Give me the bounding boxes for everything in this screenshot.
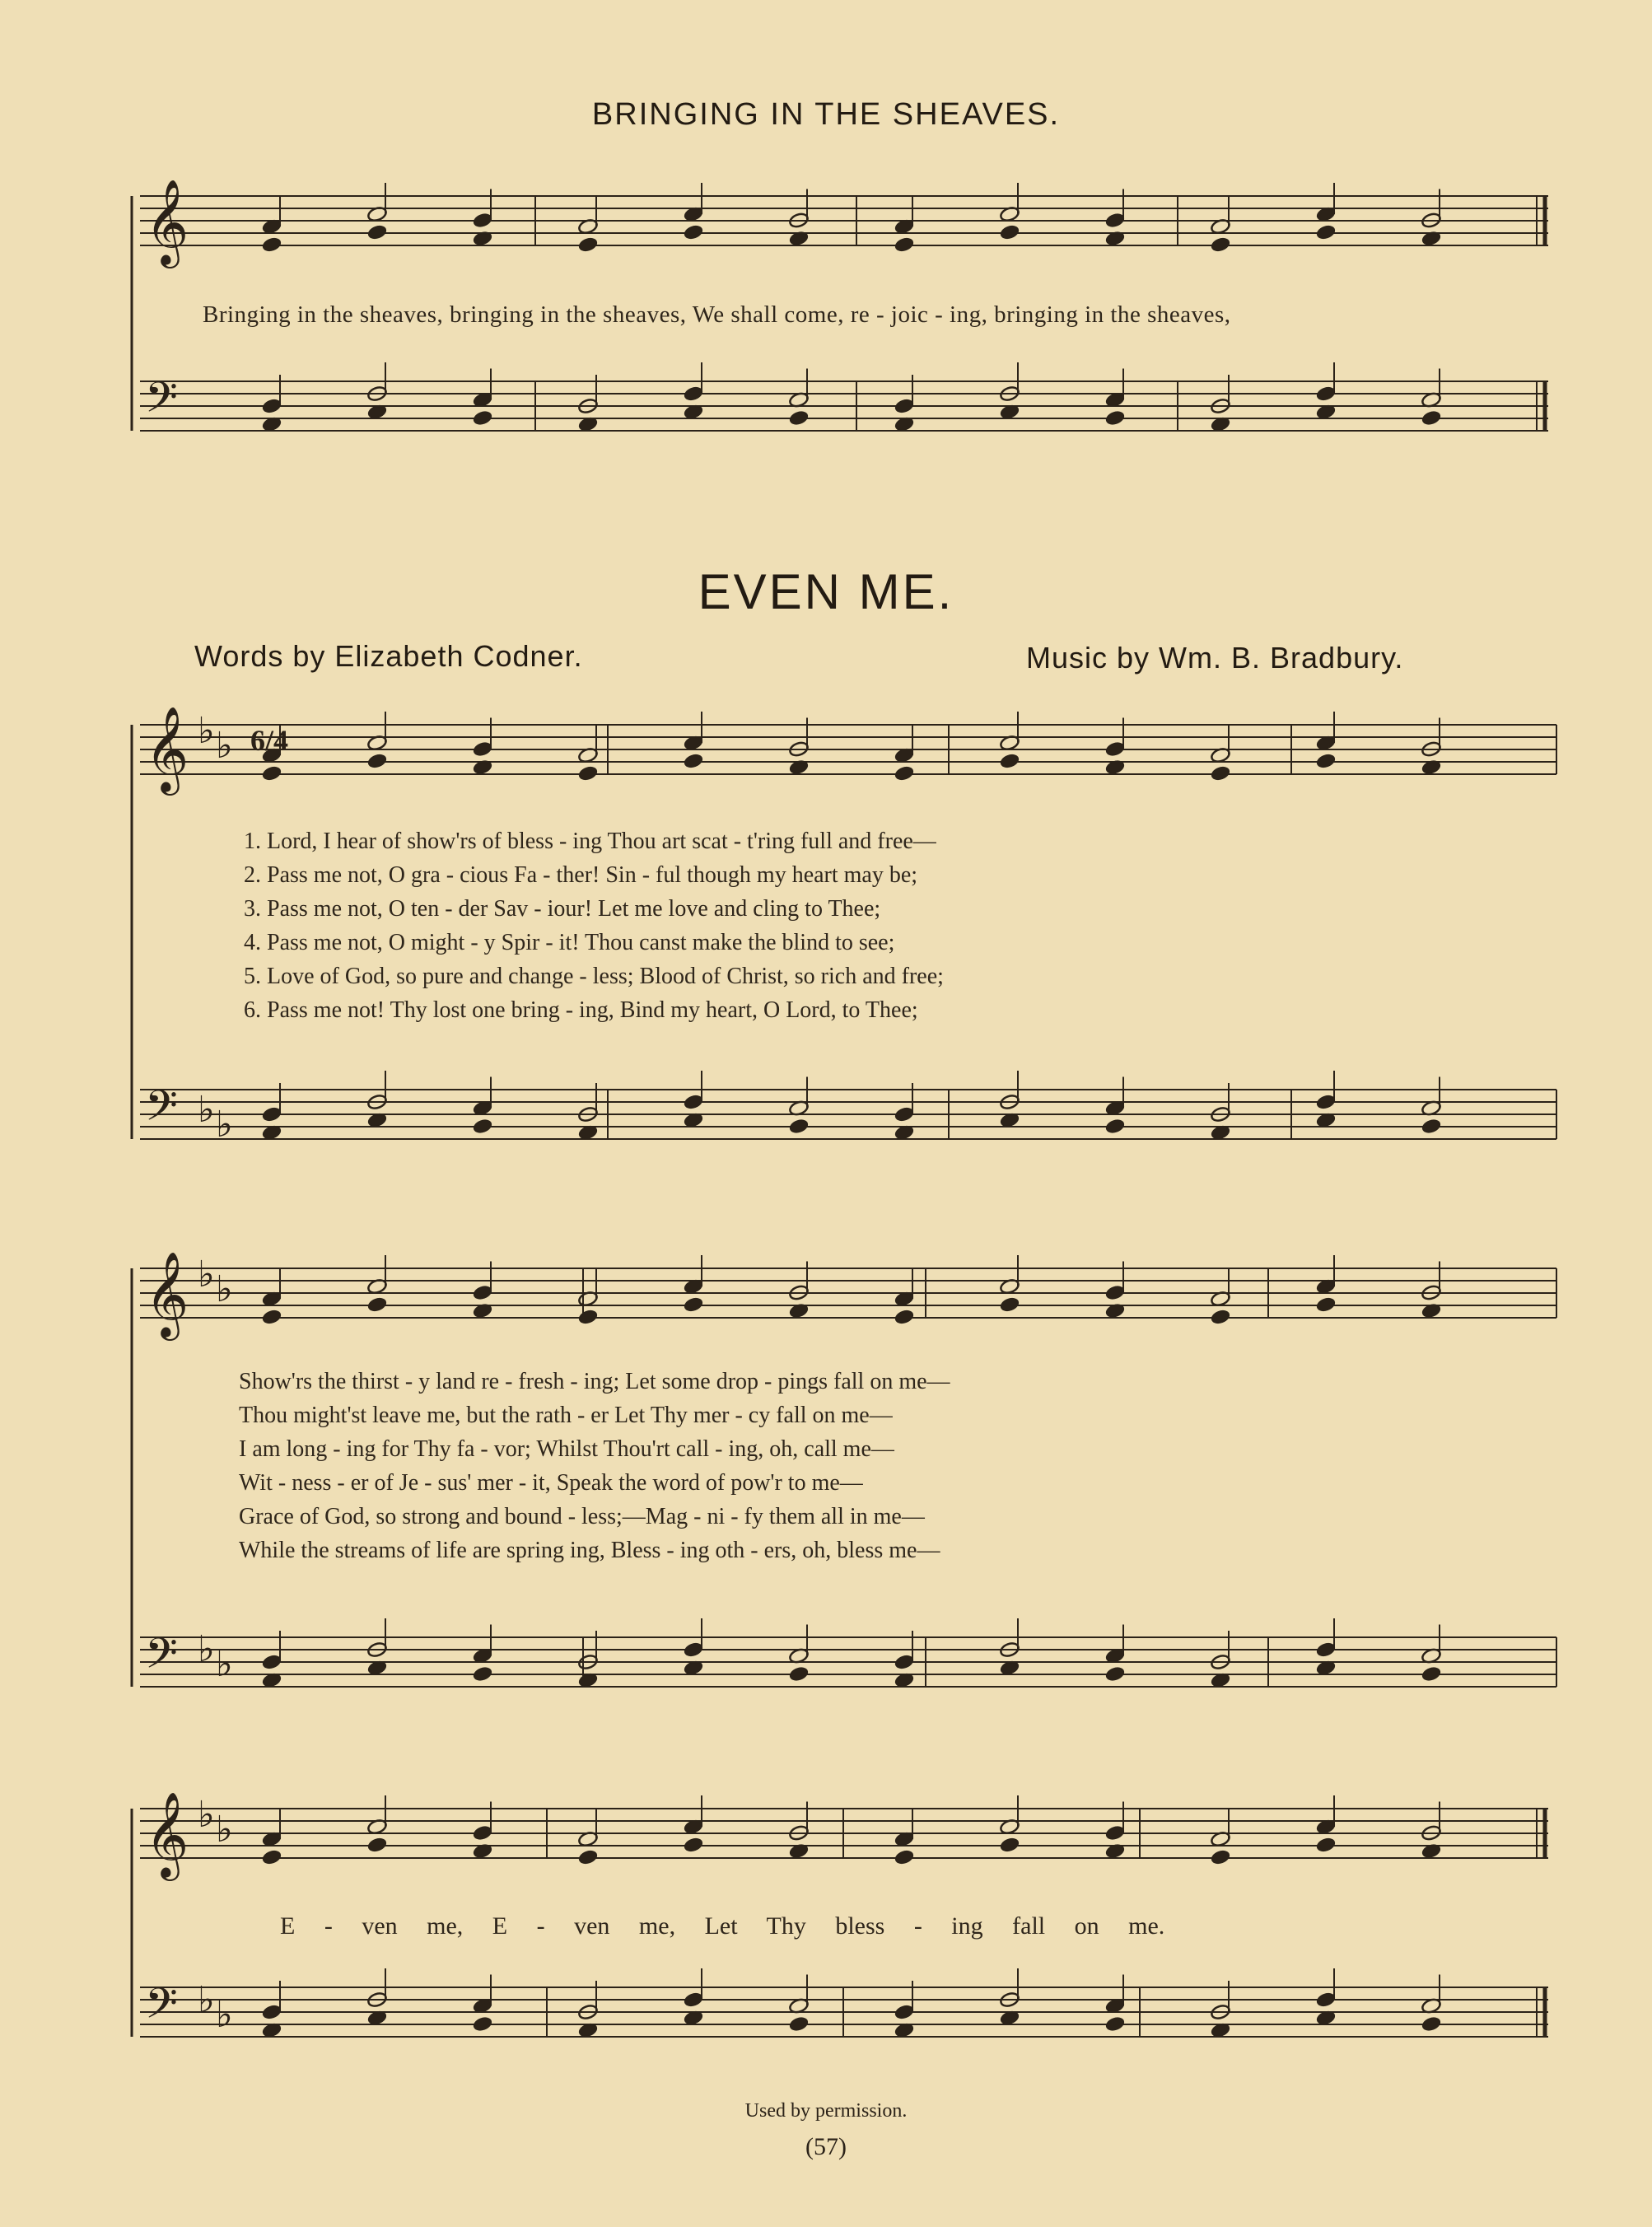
verse-6-line-2: While the streams of life are spring ing, Bless - ing oth - ers, oh, bless me— (239, 1538, 940, 1563)
verse-2-line-2: Thou might'st leave me, but the rath - er Let Thy mer - cy fall on me— (239, 1403, 893, 1428)
note-head (1210, 1849, 1230, 1866)
note-head (261, 1849, 282, 1866)
note-head (472, 409, 492, 427)
note-head (366, 1837, 387, 1854)
bass-clef-icon: 𝄢 (145, 372, 178, 432)
music-credit: Music by Wm. B. Bradbury. (1026, 641, 1404, 675)
sheaves-lyric-line: Bringing in the sheaves, bringing in the sheaves, We shall come, re - joic - ing, bringing in the sheaves, (203, 301, 1231, 328)
treble-clef-icon: 𝄞 (145, 1791, 189, 1878)
note-head (894, 398, 914, 415)
note-head (472, 1824, 492, 1842)
verse-5-line-1: 5. Love of God, so pure and change - less; Blood of Christ, so rich and free; (244, 964, 944, 989)
verse-1-line-2: Show'rs the thirst - y land re - fresh - ing; Let some drop - pings fall on me— (239, 1369, 950, 1394)
note-head (1421, 2015, 1441, 2033)
note-head (1104, 1284, 1125, 1301)
note-head (577, 1309, 598, 1326)
note-head (261, 1106, 282, 1123)
note-head (472, 212, 492, 229)
staff-even-me-2-treble (140, 1268, 1556, 1318)
refrain-lyric: E - ven me, E - ven me, Let Thy bless - ing fall on me. (280, 1912, 1165, 1940)
note-head (472, 740, 492, 758)
note-head (1421, 1665, 1441, 1683)
note-head (1421, 1118, 1441, 1135)
staff-sheaves-treble (140, 196, 1548, 245)
flat-icon: ♭ (198, 1254, 215, 1296)
treble-clef-icon: 𝄞 (145, 179, 189, 265)
note-head (683, 1296, 703, 1314)
song-title-bringing-in-the-sheaves: BRINGING IN THE SHEAVES. (591, 97, 1061, 132)
note-head (261, 2004, 282, 2021)
note-head (894, 765, 914, 782)
note-head (1104, 1665, 1125, 1683)
note-head (1315, 1991, 1336, 2009)
note-head (788, 409, 809, 427)
flat-icon: ♭ (198, 1628, 215, 1670)
note-head (1104, 409, 1125, 427)
note-head (788, 1665, 809, 1683)
flat-icon: ♭ (216, 1809, 233, 1851)
note-head (683, 1837, 703, 1854)
verse-6-line-1: 6. Pass me not! Thy lost one bring - ing, Bind my heart, O Lord, to Thee; (244, 997, 918, 1023)
verse-1-line-1: 1. Lord, I hear of show'rs of bless - ing Thou art scat - t'ring full and free— (244, 829, 936, 854)
note-head (1421, 409, 1441, 427)
flat-icon: ♭ (198, 1089, 215, 1131)
flat-icon: ♭ (198, 1794, 215, 1836)
note-head (788, 1118, 809, 1135)
note-head (999, 753, 1020, 770)
note-head (1104, 740, 1125, 758)
note-head (366, 1296, 387, 1314)
note-head (999, 1837, 1020, 1854)
note-head (1104, 212, 1125, 229)
note-head (999, 1296, 1020, 1314)
verse-2-line-1: 2. Pass me not, O gra - cious Fa - ther! Sin - ful though my heart may be; (244, 862, 918, 888)
note-head (788, 2015, 809, 2033)
page-number: (57) (805, 2133, 847, 2160)
note-head (1315, 385, 1336, 403)
time-signature: 6/4 (250, 724, 289, 757)
note-head (894, 2004, 914, 2021)
note-head (683, 1991, 703, 2009)
note-head (261, 398, 282, 415)
note-head (261, 765, 282, 782)
note-head (1315, 1296, 1336, 1314)
note-head (472, 1665, 492, 1683)
note-head (261, 236, 282, 254)
words-credit: Words by Elizabeth Codner. (194, 639, 583, 673)
note-head (683, 224, 703, 241)
note-head (894, 1849, 914, 1866)
note-head (683, 1094, 703, 1111)
verse-5-line-2: Grace of God, so strong and bound - less;—Mag - ni - fy them all in me— (239, 1504, 925, 1529)
note-head (577, 1849, 598, 1866)
verse-4-line-2: Wit - ness - er of Je - sus' mer - it, Speak the word of pow'r to me— (239, 1470, 863, 1496)
note-head (577, 236, 598, 254)
treble-clef-icon: 𝄞 (145, 706, 189, 792)
note-head (1210, 1309, 1230, 1326)
flat-icon: ♭ (216, 1994, 233, 2036)
staff-even-me-1-bass (140, 1090, 1556, 1139)
note-head (1315, 1641, 1336, 1659)
note-head (472, 1284, 492, 1301)
flat-icon: ♭ (216, 1104, 233, 1146)
staff-even-me-2-bass (140, 1637, 1556, 1687)
flat-icon: ♭ (216, 1643, 233, 1685)
note-head (1315, 224, 1336, 241)
permission-note: Used by permission. (744, 2100, 908, 2122)
note-head (261, 1654, 282, 1671)
note-head (472, 2015, 492, 2033)
note-head (577, 765, 598, 782)
flat-icon: ♭ (216, 1268, 233, 1310)
note-head (1210, 236, 1230, 254)
note-head (894, 1654, 914, 1671)
note-head (999, 224, 1020, 241)
verse-4-line-1: 4. Pass me not, O might - y Spir - it! Thou canst make the blind to see; (244, 930, 895, 955)
note-head (1315, 753, 1336, 770)
verse-3-line-2: I am long - ing for Thy fa - vor; Whilst Thou'rt call - ing, oh, call me— (239, 1436, 894, 1462)
flat-icon: ♭ (198, 1979, 215, 2021)
note-head (1315, 1837, 1336, 1854)
note-head (894, 1309, 914, 1326)
flat-icon: ♭ (198, 710, 215, 752)
note-head (1315, 1094, 1336, 1111)
note-head (1104, 1118, 1125, 1135)
note-head (261, 1309, 282, 1326)
treble-clef-icon: 𝄞 (145, 1251, 189, 1338)
song-title-even-me: EVEN ME. (698, 564, 954, 619)
bass-clef-icon: 𝄢 (145, 1081, 178, 1141)
bass-clef-icon: 𝄢 (145, 1628, 178, 1688)
bass-clef-icon: 𝄢 (145, 1978, 178, 2038)
note-head (683, 753, 703, 770)
note-head (1104, 1824, 1125, 1842)
flat-icon: ♭ (216, 725, 233, 767)
note-head (683, 1641, 703, 1659)
staff-sheaves-bass (140, 381, 1548, 431)
note-head (683, 385, 703, 403)
note-head (366, 224, 387, 241)
note-head (472, 1118, 492, 1135)
note-head (366, 753, 387, 770)
note-head (894, 1106, 914, 1123)
note-head (894, 236, 914, 254)
staff-even-me-1-treble (140, 725, 1556, 774)
verse-3-line-1: 3. Pass me not, O ten - der Sav - iour! Let me love and cling to Thee; (244, 896, 881, 922)
note-head (1104, 2015, 1125, 2033)
note-head (1210, 765, 1230, 782)
